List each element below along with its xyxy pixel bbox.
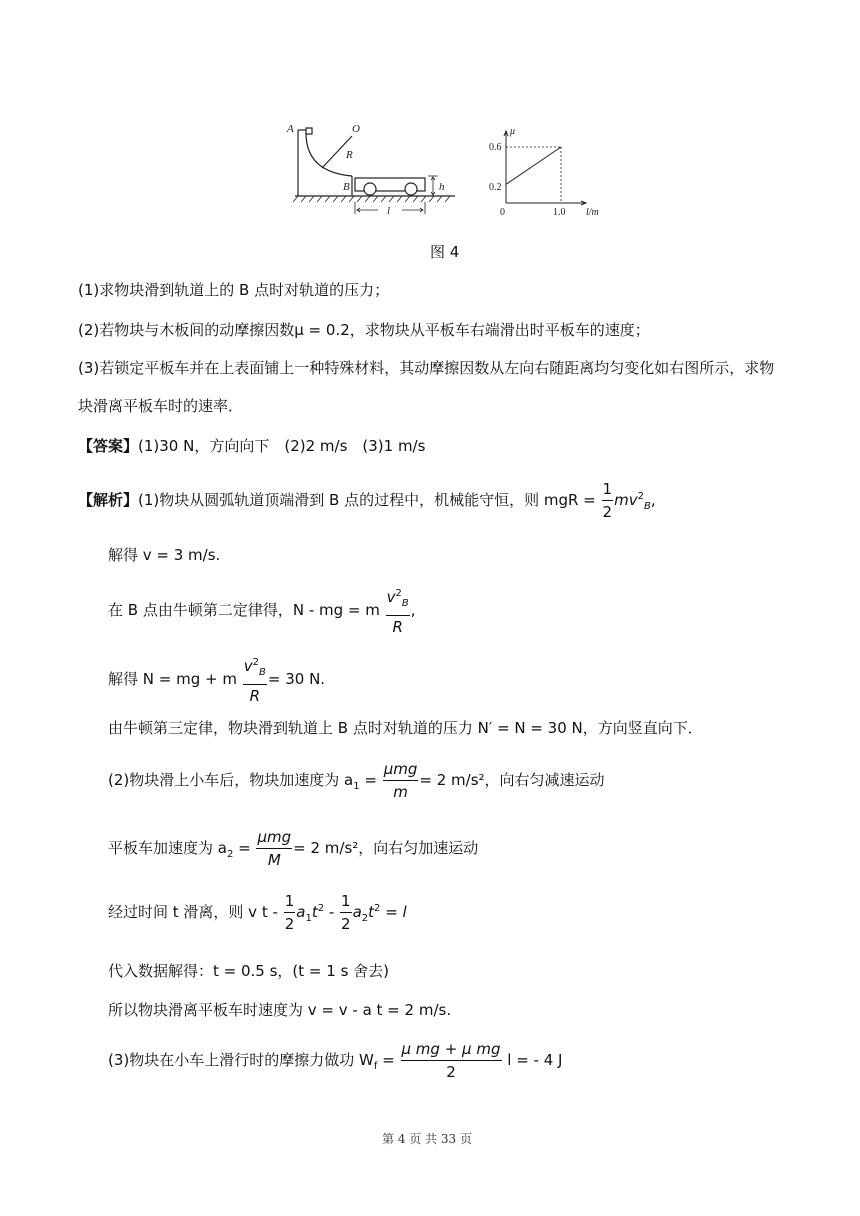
fraction: $\frac{\text{μ mg + μ mg}}{2}$ [401,1040,501,1081]
track-cart-labels [286,123,445,217]
track-cart-diagram [293,128,455,214]
fraction: $\frac{1}{2}$ [284,892,295,933]
analysis-line-7: 平板车加速度为 $a_2$ = $\frac{\text{μmg}}{M}$ = 2 m/s²，向右匀加速运动 [108,828,479,869]
x-tick-origin: 0 [500,207,505,218]
x-axis-label: l/m [586,207,599,218]
label-A: A [287,123,294,135]
answer-text: (1)30 N，方向向下 (2)2 m/s (3)1 m/s [138,437,426,455]
analysis-line-6: (2)物块滑上小车后，物块加速度为 $a_1$ = $\frac{\text{μmg}}{m}$ = 2 m/s²，向右匀减速运动 [108,760,605,801]
label-O: O [352,123,360,135]
question-3-line-2: 块滑离平板车时的速率． [78,397,244,415]
analysis-line-3: 在 B 点由牛顿第二定律得，N - mg = m $\frac{v^2_B}{R}$ , [108,583,416,638]
analysis-label: 【解析】 [78,491,139,509]
analysis-line-9: 代入数据解得：t = 0.5 s，(t = 1 s 舍去) [108,962,390,980]
mu-chart [489,126,599,218]
fraction: $\frac{1}{2}$ [341,892,351,933]
analysis-l1-text: (1)物块从圆弧轨道顶端滑到 B 点的过程中，机械能守恒，则 mgR = [138,491,596,509]
fraction: $\frac{v^2_B}{R}$ [386,583,410,638]
figure-caption: 图 4 [430,243,460,261]
question-1: (1)求物块滑到轨道上的 B 点时对轨道的压力； [78,281,390,299]
analysis-line-8: 经过时间 t 滑离，则 v t - $\frac{1}{2}$ $a_1t^2$ - $\frac{1}{2}$ $a_2t^2 = l$ [108,892,407,933]
fraction: $\frac{v^2_B}{R}$ [243,652,267,707]
answer-label: 【答案】 [78,437,139,455]
x-tick-end: 1.0 [553,207,566,218]
label-R: R [346,149,353,161]
y-tick-high: 0.6 [489,142,502,153]
label-l: l [387,205,391,217]
fraction: $\frac{\text{μmg}}{m}$ [383,760,418,801]
label-h: h [439,181,445,193]
fraction: $\frac{\text{μmg}}{M}$ [257,828,292,869]
analysis-line-1: 【解析】(1)物块从圆弧轨道顶端滑到 B 点的过程中，机械能守恒，则 mgR = $\frac{1}{2}$ $mv^2_B$, [78,480,656,521]
question-3-line-1: (3)若锁定平板车并在上表面铺上一种特殊材料，其动摩擦因数从左向右随距离均匀变化如右图所示，求物 [78,359,775,377]
label-B: B [343,181,350,193]
analysis-line-10: 所以物块滑离平板车时速度为 v = v - a t = 2 m/s. [108,1001,452,1019]
fraction: $\frac{1}{2}$ [602,480,613,521]
figure-4 [280,118,610,226]
series-line [506,147,561,184]
y-tick-low: 0.2 [489,182,502,193]
analysis-line-11: (3)物块在小车上滑行时的摩擦力做功 $W_f$ = $\frac{\text{μ mg + μ mg}}{2}$ l = - 4 J [108,1040,563,1081]
answer-row [78,436,425,456]
page-footer: 第 4 页 共 33 页 [382,1132,472,1146]
y-axis-label: μ [510,126,516,137]
analysis-line-4: 解得 N = mg + m $\frac{v^2_B}{R}$ = 30 N. [108,652,325,707]
analysis-line-5: 由牛顿第三定律，物块滑到轨道上 B 点时对轨道的压力 N′ = N = 30 N，方向竖直向下． [108,719,703,737]
question-2: (2)若物块与木板间的动摩擦因数μ = 0.2，求物块从平板车右端滑出时平板车的速度； [78,321,650,339]
analysis-line-2: 解得 v = 3 m/s. [108,546,221,564]
